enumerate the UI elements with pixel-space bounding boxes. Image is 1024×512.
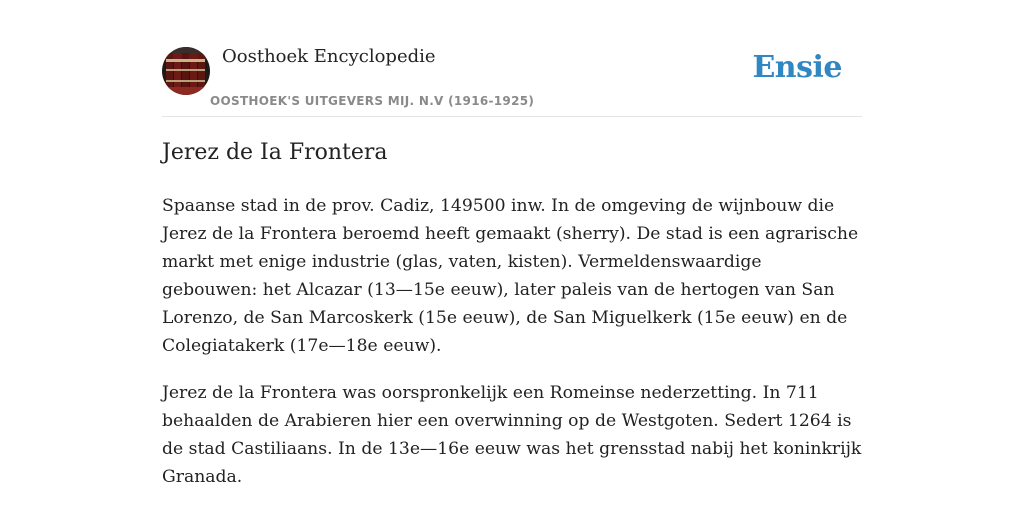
source-name[interactable]: Oosthoek Encyclopedie [222,46,436,67]
site-header [162,44,862,117]
article-paragraph: Spaanse stad in de prov. Cadiz, 149500 inw. In de omgeving de wijnbouw die Jerez de la Frontera beroemd heeft gemaakt (sherry). De stad is een agrarische markt met enige industrie (glas, vaten, kisten). Vermeldenswaardige gebouwen: het Alcazar (13—15e eeuw), later paleis van de hertogen van San Lorenzo, de San Marcoskerk (15e eeuw), de San Miguelkerk (15e eeuw) en de Colegiatakerk (17e—18e eeuw). [162,196,859,356]
article-paragraph: Jerez de la Frontera was oorspronkelijk een Romeinse nederzetting. In 711 behaalden de Arabieren hier een overwinning op de Westgoten. Sedert 1264 is de stad Castiliaans. In de 13e—16e eeuw was het grensstad nabij het koninkrijk Granada. [162,383,862,487]
ensie-logo[interactable]: Ensie [752,50,842,85]
source-avatar[interactable] [162,47,210,95]
encyclopedia-books-icon [162,47,210,95]
source-subtitle: OOSTHOEK'S UITGEVERS MIJ. N.V (1916-1925) [210,94,535,108]
article-title: Jerez de Ia Frontera [162,140,388,165]
article-body [162,192,862,510]
